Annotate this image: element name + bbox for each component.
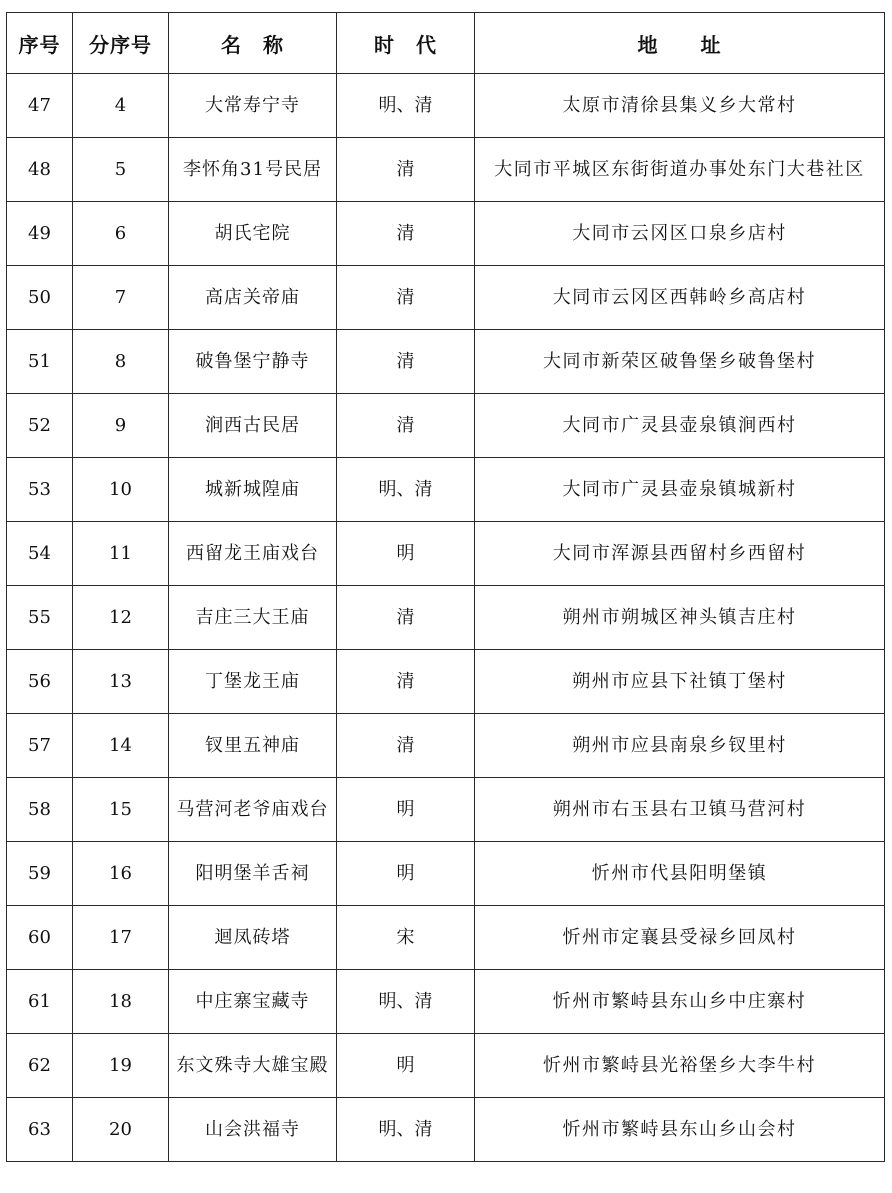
table-row — [7, 330, 885, 394]
cell-era: 清 — [337, 394, 475, 458]
cell-address: 大同市云冈区口泉乡店村 — [475, 202, 885, 266]
cell-sub-seq: 4 — [73, 74, 169, 138]
cell-name: 破鲁堡宁静寺 — [169, 330, 337, 394]
cell-era: 明 — [337, 842, 475, 906]
cell-address: 大同市浑源县西留村乡西留村 — [475, 522, 885, 586]
cell-address: 大同市新荣区破鲁堡乡破鲁堡村 — [475, 330, 885, 394]
header-seq: 序号 — [7, 13, 73, 74]
cell-seq: 50 — [7, 266, 73, 330]
cell-era: 清 — [337, 266, 475, 330]
cell-era: 明 — [337, 522, 475, 586]
cell-seq: 47 — [7, 74, 73, 138]
table-row — [7, 74, 885, 138]
table-row — [7, 1098, 885, 1162]
cell-name: 丁堡龙王庙 — [169, 650, 337, 714]
table-row — [7, 458, 885, 522]
table-row — [7, 266, 885, 330]
header-era: 时 代 — [337, 13, 475, 74]
cell-seq: 56 — [7, 650, 73, 714]
cell-address: 朔州市右玉县右卫镇马营河村 — [475, 778, 885, 842]
table-header — [7, 13, 885, 74]
cell-name: 西留龙王庙戏台 — [169, 522, 337, 586]
cell-name: 阳明堡羊舌祠 — [169, 842, 337, 906]
table-row — [7, 138, 885, 202]
cell-era: 宋 — [337, 906, 475, 970]
cell-address: 大同市平城区东街街道办事处东门大巷社区 — [475, 138, 885, 202]
cell-sub-seq: 11 — [73, 522, 169, 586]
cell-name: 大常寿宁寺 — [169, 74, 337, 138]
cell-sub-seq: 13 — [73, 650, 169, 714]
cell-address: 大同市云冈区西韩岭乡高店村 — [475, 266, 885, 330]
cell-name: 胡氏宅院 — [169, 202, 337, 266]
header-sub-seq: 分序号 — [73, 13, 169, 74]
cell-seq: 61 — [7, 970, 73, 1034]
cell-era: 清 — [337, 138, 475, 202]
cell-address: 朔州市朔城区神头镇吉庄村 — [475, 586, 885, 650]
cell-seq: 63 — [7, 1098, 73, 1162]
cell-sub-seq: 19 — [73, 1034, 169, 1098]
cell-name: 钗里五神庙 — [169, 714, 337, 778]
cell-sub-seq: 6 — [73, 202, 169, 266]
cell-seq: 53 — [7, 458, 73, 522]
cell-seq: 57 — [7, 714, 73, 778]
heritage-table-sheet — [6, 12, 884, 1162]
table-row — [7, 202, 885, 266]
cell-sub-seq: 8 — [73, 330, 169, 394]
table-row — [7, 842, 885, 906]
cell-sub-seq: 14 — [73, 714, 169, 778]
cell-name: 城新城隍庙 — [169, 458, 337, 522]
cell-address: 忻州市繁峙县东山乡山会村 — [475, 1098, 885, 1162]
table-row — [7, 394, 885, 458]
cell-era: 清 — [337, 650, 475, 714]
cell-era: 明、清 — [337, 74, 475, 138]
cell-name: 东文殊寺大雄宝殿 — [169, 1034, 337, 1098]
cell-address: 朔州市应县南泉乡钗里村 — [475, 714, 885, 778]
cell-seq: 52 — [7, 394, 73, 458]
cell-address: 太原市清徐县集义乡大常村 — [475, 74, 885, 138]
cell-era: 明、清 — [337, 970, 475, 1034]
table-row — [7, 586, 885, 650]
header-name: 名 称 — [169, 13, 337, 74]
cell-era: 明、清 — [337, 458, 475, 522]
cell-era: 清 — [337, 202, 475, 266]
cell-era: 明 — [337, 778, 475, 842]
table-row — [7, 1034, 885, 1098]
cell-sub-seq: 16 — [73, 842, 169, 906]
header-row — [7, 13, 885, 74]
cell-sub-seq: 5 — [73, 138, 169, 202]
cell-address: 大同市广灵县壶泉镇城新村 — [475, 458, 885, 522]
cell-address: 忻州市定襄县受禄乡回凤村 — [475, 906, 885, 970]
cell-name: 山会洪福寺 — [169, 1098, 337, 1162]
cell-era: 明 — [337, 1034, 475, 1098]
cell-seq: 60 — [7, 906, 73, 970]
cell-seq: 51 — [7, 330, 73, 394]
table-row — [7, 714, 885, 778]
cell-sub-seq: 10 — [73, 458, 169, 522]
cell-address: 忻州市繁峙县东山乡中庄寨村 — [475, 970, 885, 1034]
cell-sub-seq: 15 — [73, 778, 169, 842]
cell-address: 朔州市应县下社镇丁堡村 — [475, 650, 885, 714]
cell-name: 迴凤砖塔 — [169, 906, 337, 970]
cell-name: 马营河老爷庙戏台 — [169, 778, 337, 842]
cell-name: 吉庄三大王庙 — [169, 586, 337, 650]
cell-seq: 49 — [7, 202, 73, 266]
cell-name: 李怀角31号民居 — [169, 138, 337, 202]
cell-era: 清 — [337, 586, 475, 650]
cell-address: 大同市广灵县壶泉镇涧西村 — [475, 394, 885, 458]
header-address: 地 址 — [475, 13, 885, 74]
table-row — [7, 906, 885, 970]
cell-name: 中庄寨宝藏寺 — [169, 970, 337, 1034]
cell-address: 忻州市繁峙县光裕堡乡大李牛村 — [475, 1034, 885, 1098]
heritage-sites-table — [6, 12, 885, 1162]
cell-era: 清 — [337, 330, 475, 394]
table-row — [7, 522, 885, 586]
cell-era: 明、清 — [337, 1098, 475, 1162]
cell-seq: 62 — [7, 1034, 73, 1098]
cell-name: 高店关帝庙 — [169, 266, 337, 330]
cell-seq: 48 — [7, 138, 73, 202]
cell-sub-seq: 9 — [73, 394, 169, 458]
cell-name: 涧西古民居 — [169, 394, 337, 458]
cell-sub-seq: 12 — [73, 586, 169, 650]
cell-seq: 54 — [7, 522, 73, 586]
table-row — [7, 650, 885, 714]
cell-seq: 58 — [7, 778, 73, 842]
cell-seq: 59 — [7, 842, 73, 906]
cell-seq: 55 — [7, 586, 73, 650]
cell-sub-seq: 18 — [73, 970, 169, 1034]
table-row — [7, 970, 885, 1034]
cell-era: 清 — [337, 714, 475, 778]
cell-sub-seq: 7 — [73, 266, 169, 330]
table-body — [7, 74, 885, 1162]
cell-sub-seq: 17 — [73, 906, 169, 970]
cell-address: 忻州市代县阳明堡镇 — [475, 842, 885, 906]
cell-sub-seq: 20 — [73, 1098, 169, 1162]
table-row — [7, 778, 885, 842]
